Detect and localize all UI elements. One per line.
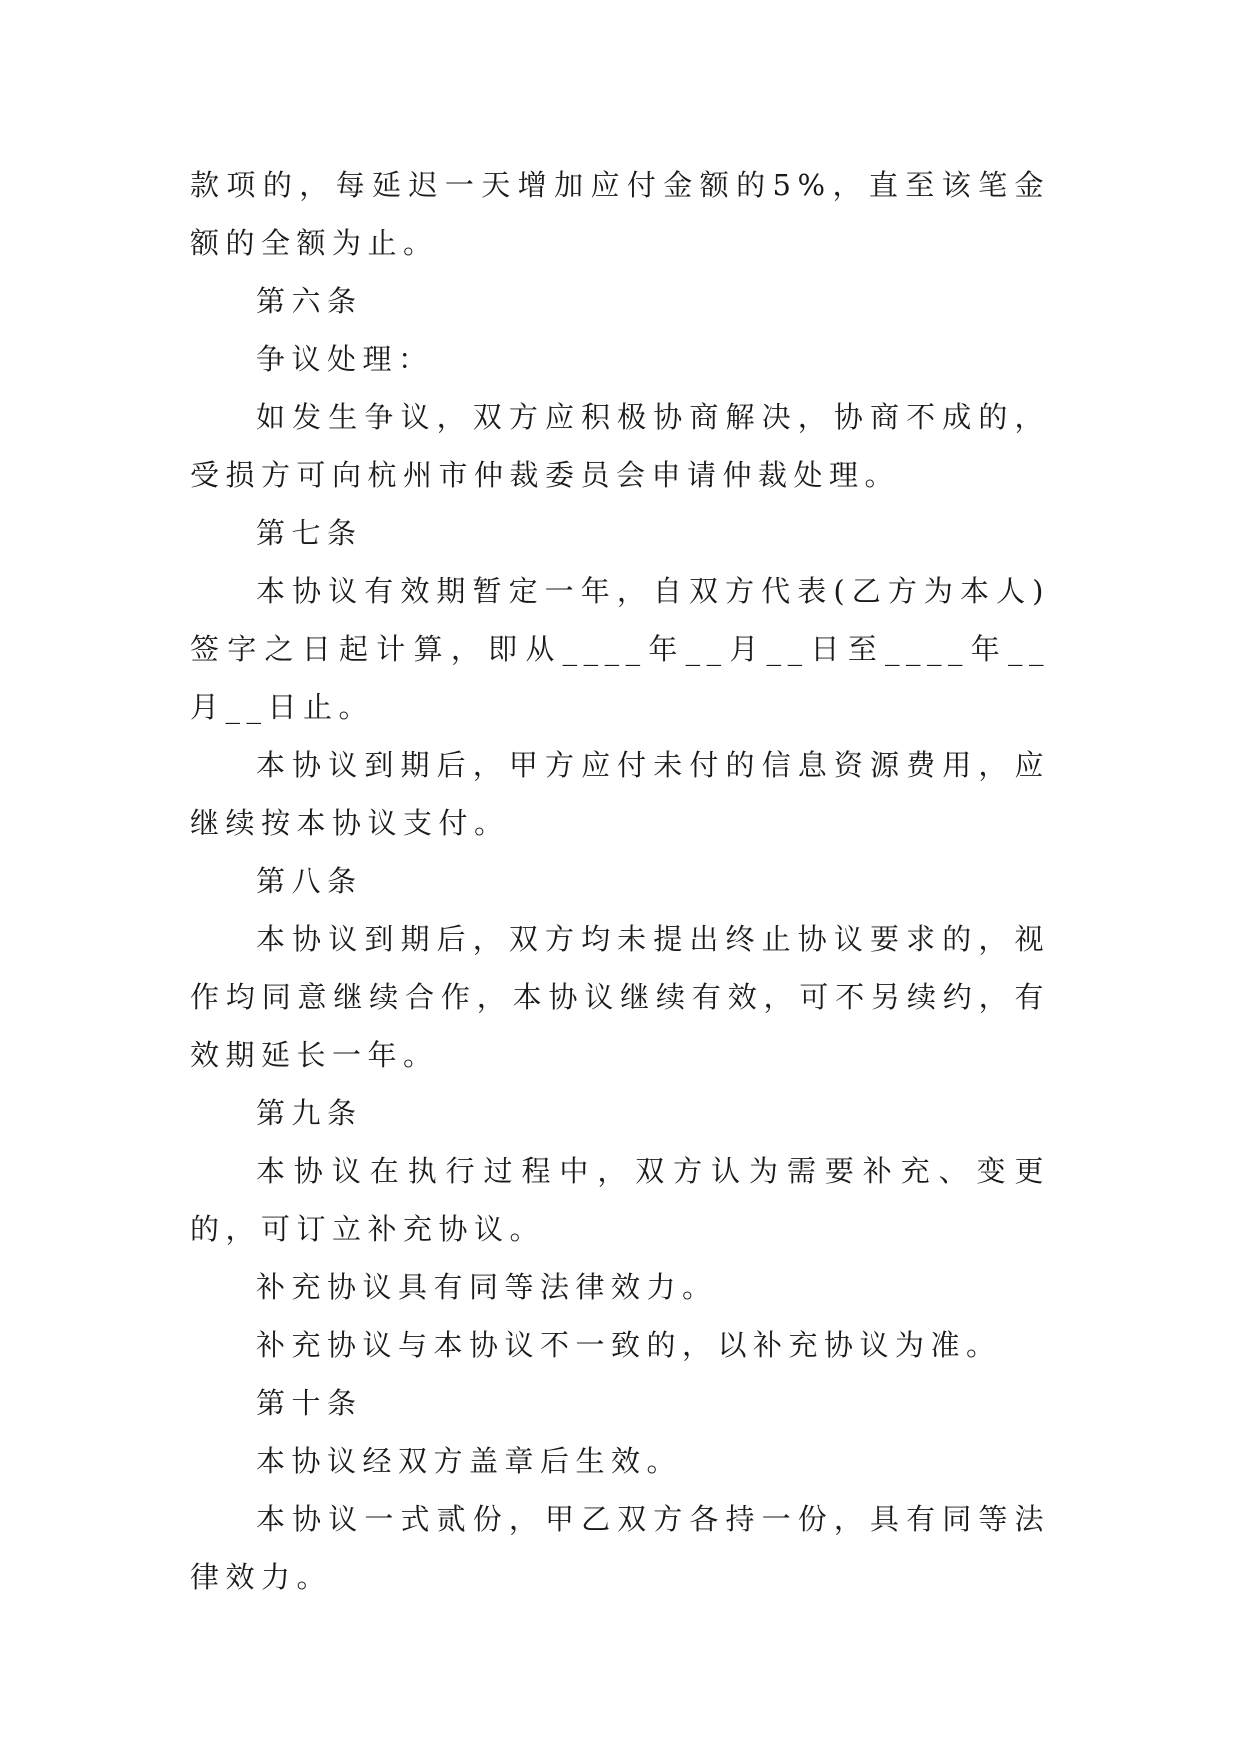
paragraph: 争议处理： — [256, 342, 434, 376]
paragraph: 如发生争议，双方应积极协商解决，协商不成的，受损方可向杭州市仲裁委员会申请仲裁处理。 — [190, 400, 1050, 492]
article-heading-7: 第七条 — [256, 516, 363, 550]
paragraph: 本协议有效期暂定一年，自双方代表(乙方为本人)签字之日起计算，即从____年__月__日至____年__月__日止。 — [190, 574, 1050, 724]
article-heading-6: 第六条 — [256, 284, 363, 318]
paragraph: 本协议在执行过程中，双方认为需要补充、变更的，可订立补充协议。 — [190, 1154, 1050, 1246]
paragraph: 本协议一式贰份，甲乙双方各持一份，具有同等法律效力。 — [190, 1502, 1050, 1594]
paragraph: 补充协议具有同等法律效力。 — [256, 1270, 718, 1304]
paragraph: 本协议到期后，双方均未提出终止协议要求的，视作均同意继续合作，本协议继续有效，可不另续约，有效期延长一年。 — [190, 922, 1050, 1072]
article-heading-8: 第八条 — [256, 864, 363, 898]
paragraph: 本协议经双方盖章后生效。 — [256, 1444, 683, 1478]
paragraph-continuation: 款项的，每延迟一天增加应付金额的5%，直至该笔金额的全额为止。 — [190, 168, 1050, 260]
paragraph: 补充协议与本协议不一致的，以补充协议为准。 — [256, 1328, 1002, 1362]
paragraph: 本协议到期后，甲方应付未付的信息资源费用，应继续按本协议支付。 — [190, 748, 1050, 840]
article-heading-9: 第九条 — [256, 1096, 363, 1130]
article-heading-10: 第十条 — [256, 1386, 363, 1420]
document-page — [190, 156, 1050, 1606]
